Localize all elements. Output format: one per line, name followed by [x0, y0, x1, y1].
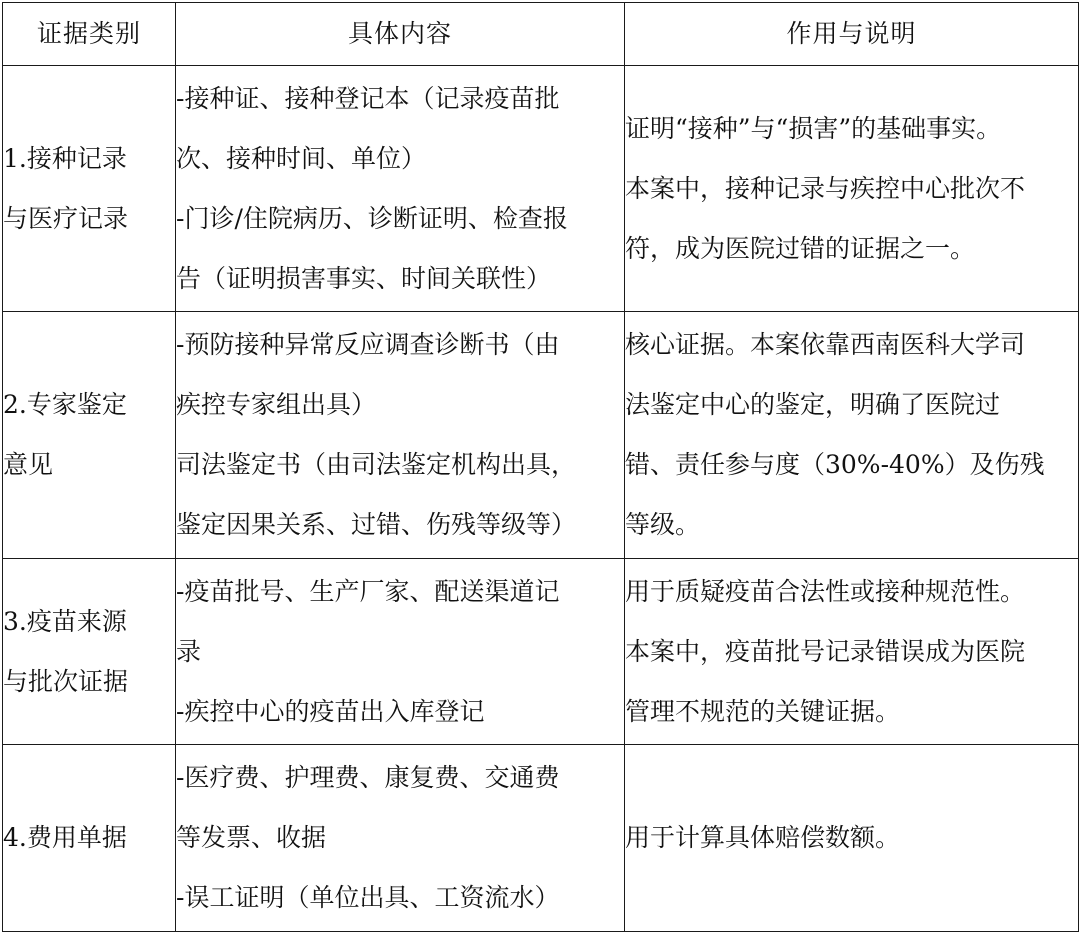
content-line: 司法鉴定书（由司法鉴定机构出具，	[176, 450, 577, 479]
evidence-table	[2, 2, 1079, 932]
content-line: -预防接种异常反应调查诊断书（由	[176, 330, 560, 359]
content-cell	[176, 312, 625, 559]
content-line: -疫苗批号、生产厂家、配送渠道记	[176, 576, 560, 606]
header-row	[3, 3, 1079, 66]
category-cell	[3, 745, 176, 932]
category-line: 3.疫苗来源	[3, 606, 127, 636]
header-purpose-description: 作用与说明	[625, 3, 1079, 66]
category-line: 意见	[3, 450, 54, 479]
note-line: 核心证据。本案依靠西南医科大学司	[625, 330, 1026, 359]
content-line: 次、接种时间、单位）	[176, 143, 427, 173]
content-line: 等发票、收据	[176, 823, 327, 852]
content-line: 录	[176, 636, 202, 666]
content-line: 告（证明损害事实、时间关联性）	[176, 263, 552, 293]
category-cell	[3, 312, 176, 559]
table-row	[3, 559, 1079, 745]
table-row	[3, 66, 1079, 312]
content-cell	[176, 559, 625, 745]
content-line: -门诊/住院病历、诊断证明、检查报	[176, 203, 568, 233]
note-line: 用于计算具体赔偿数额。	[625, 823, 901, 852]
note-line: 本案中，疫苗批号记录错误成为医院	[625, 636, 1026, 666]
category-line: 与医疗记录	[3, 203, 129, 233]
note-line: 管理不规范的关键证据。	[625, 696, 901, 726]
content-line: 疾控专家组出具）	[176, 390, 377, 419]
note-line: 等级。	[625, 510, 701, 539]
header-evidence-category: 证据类别	[3, 3, 176, 66]
category-line: 与批次证据	[3, 666, 129, 696]
note-line: 证明“接种”与“损害”的基础事实。	[625, 113, 1002, 143]
content-line: 鉴定因果关系、过错、伤残等级等）	[176, 510, 577, 539]
content-line: -接种证、接种登记本（记录疫苗批	[176, 83, 560, 113]
category-line: 2.专家鉴定	[3, 390, 127, 419]
content-cell	[176, 745, 625, 932]
note-line: 符，成为医院过错的证据之一。	[625, 233, 976, 263]
note-line: 本案中，接种记录与疾控中心批次不	[625, 173, 1026, 203]
note-cell	[625, 312, 1079, 559]
category-line: 1.接种记录	[3, 143, 127, 173]
note-line: 法鉴定中心的鉴定，明确了医院过	[625, 390, 1001, 419]
table-row	[3, 312, 1079, 559]
note-cell	[625, 745, 1079, 932]
category-cell	[3, 66, 176, 312]
note-line: 用于质疑疫苗合法性或接种规范性。	[625, 576, 1026, 606]
content-line: -误工证明（单位出具、工资流水）	[176, 883, 560, 912]
category-line: 4.费用单据	[3, 823, 127, 852]
note-line: 错、责任参与度（30%-40%）及伤残	[625, 450, 1045, 479]
content-line: -医疗费、护理费、康复费、交通费	[176, 763, 560, 792]
header-specific-content: 具体内容	[176, 3, 625, 66]
content-cell	[176, 66, 625, 312]
note-cell	[625, 66, 1079, 312]
note-cell	[625, 559, 1079, 745]
table-row	[3, 745, 1079, 932]
category-cell	[3, 559, 176, 745]
content-line: -疾控中心的疫苗出入库登记	[176, 696, 485, 726]
